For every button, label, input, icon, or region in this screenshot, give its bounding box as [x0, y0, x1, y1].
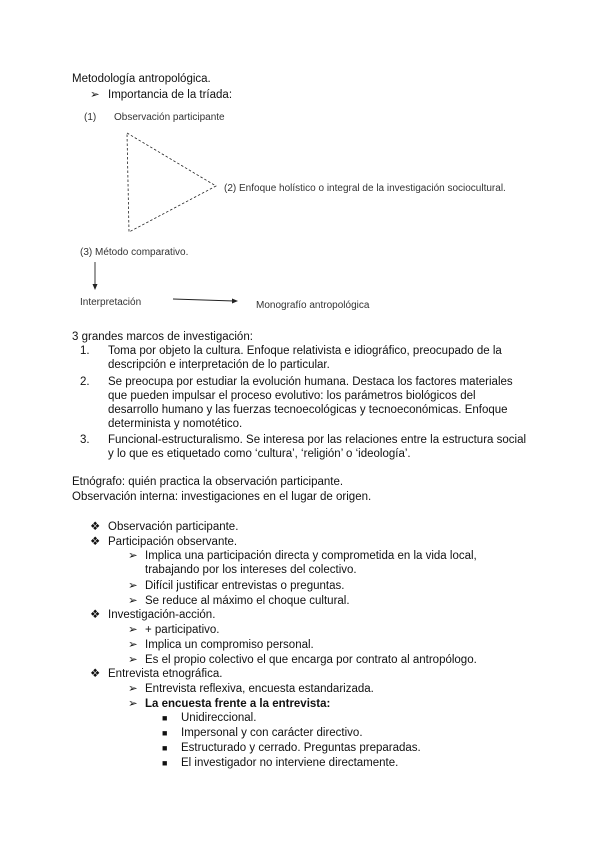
- framework-text: Se preocupa por estudiar la evolución humana. Destaca los factores materiales que pueden impulsar el proceso evolutivo: los parámetros biológicos del desarrollo humano y las fuerzas tecnoecológicas y tecnoeconómicas. Enfoque determinista y nomotético.: [108, 376, 513, 430]
- triad-label-1: Observación participante: [114, 112, 225, 123]
- framework-text: Toma por objeto la cultura. Enfoque relativista e idiográfico, preocupado de la descripción e interpretación de lo particular.: [108, 345, 502, 371]
- square-bullet-icon: ■: [162, 743, 168, 753]
- arrow-bullet-icon: ➢: [128, 580, 138, 592]
- list-item: El investigador no interviene directamente.: [181, 757, 399, 769]
- arrow-bullet-icon: ➢: [128, 624, 138, 636]
- method-interview: ❖ Entrevista etnográfica.: [90, 668, 223, 680]
- diamond-bullet-icon: ❖: [90, 536, 101, 548]
- method-participant-observation: ❖ Observación participante.: [90, 521, 239, 533]
- method-observant-participation: ❖ Participación observante.: [90, 536, 238, 548]
- diamond-bullet-icon: ❖: [90, 609, 101, 621]
- document-title: Metodología antropológica.: [72, 73, 211, 85]
- monograph-label: Monografío antropológica: [256, 300, 370, 311]
- right-arrow-line: [173, 299, 234, 301]
- arrow-bullet-icon: ➢: [128, 698, 138, 710]
- square-bullet-icon: ■: [162, 728, 168, 738]
- framework-number: 2.: [80, 376, 90, 388]
- diamond-bullet-icon: ❖: [90, 521, 101, 533]
- framework-number: 1.: [80, 345, 90, 357]
- arrow-bullet-icon: ➢: [90, 89, 100, 101]
- list-item: Es el propio colectivo el que encarga por contrato al antropólogo.: [145, 654, 477, 666]
- definition-internal-observation: Observación interna: investigaciones en el lugar de origen.: [72, 491, 372, 503]
- right-arrow-head: [232, 299, 238, 304]
- triad-label-3: (3) Método comparativo.: [80, 247, 189, 258]
- arrow-bullet-icon: ➢: [128, 654, 138, 666]
- triad-triangle: [127, 133, 216, 232]
- framework-number: 3.: [80, 434, 90, 446]
- framework-text: Funcional-estructuralismo. Se interesa por las relaciones entre la estructura social y lo que es etiquetado como ‘cultura’, ‘religión’ o ‘ideología’.: [108, 434, 527, 460]
- arrow-bullet-icon: ➢: [128, 550, 138, 562]
- triad-label-2: (2) Enfoque holístico o integral de la investigación sociocultural.: [224, 183, 506, 194]
- triad-heading-text: Importancia de la tríada:: [108, 89, 233, 101]
- frameworks-heading: 3 grandes marcos de investigación:: [72, 331, 253, 343]
- list-item: + participativo.: [145, 624, 220, 636]
- arrow-bullet-icon: ➢: [128, 595, 138, 607]
- square-bullet-icon: ■: [162, 758, 168, 768]
- definition-ethnographer: Etnógrafo: quién practica la observación participante.: [72, 476, 344, 488]
- arrow-bullet-icon: ➢: [128, 683, 138, 695]
- diamond-bullet-icon: ❖: [90, 668, 101, 680]
- list-item: Implica una participación directa y comprometida en la vida local, trabajando por los intereses del colectivo.: [145, 550, 477, 576]
- list-item: Unidireccional.: [181, 712, 257, 724]
- triad-label-1-number: (1): [84, 112, 97, 123]
- list-item: Estructurado y cerrado. Preguntas preparadas.: [181, 742, 421, 754]
- arrow-bullet-icon: ➢: [128, 639, 138, 651]
- survey-vs-interview-heading: La encuesta frente a la entrevista:: [145, 698, 331, 710]
- method-action-research: ❖ Investigación-acción.: [90, 609, 216, 621]
- list-item: Implica un compromiso personal.: [145, 639, 314, 651]
- list-item: Impersonal y con carácter directivo.: [181, 727, 363, 739]
- square-bullet-icon: ■: [162, 713, 168, 723]
- interpretation-label: Interpretación: [80, 297, 142, 308]
- list-item: Se reduce al máximo el choque cultural.: [145, 595, 350, 607]
- list-item: Entrevista reflexiva, encuesta estandarizada.: [145, 683, 374, 695]
- list-item: Difícil justificar entrevistas o preguntas.: [145, 580, 345, 592]
- down-arrow-head: [93, 284, 98, 290]
